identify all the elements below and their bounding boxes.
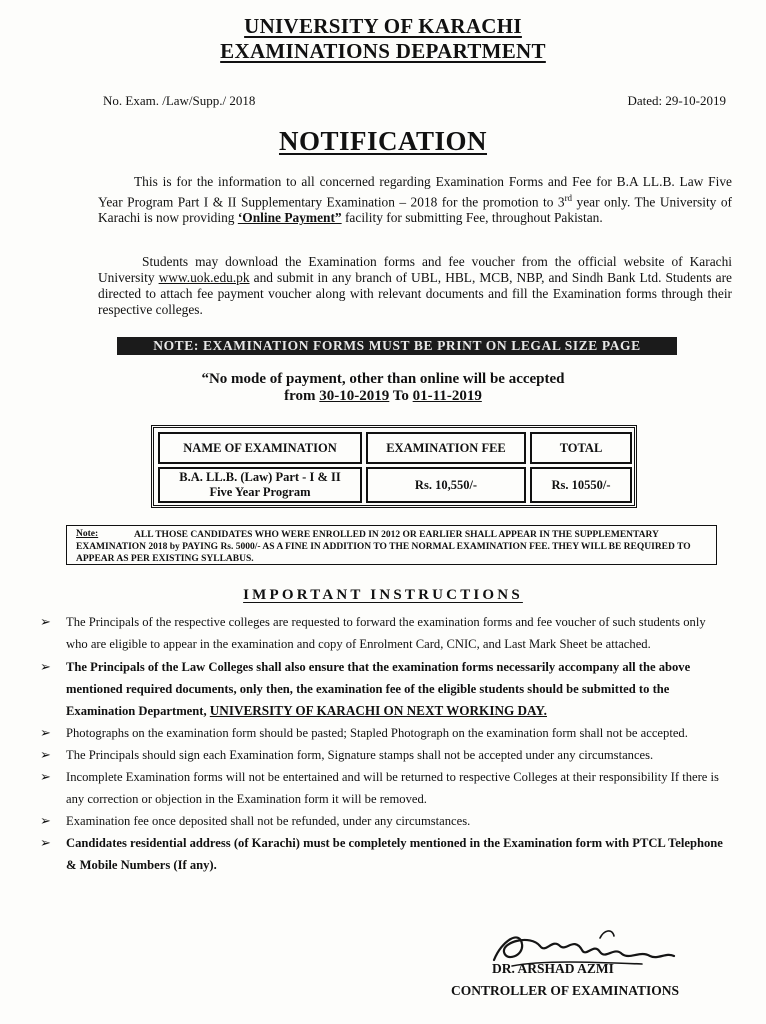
paragraph-download: Students may download the Examination forms and fee voucher from the official website of Karachi University www.uok.edu.pk and submit in any branch of UBL, HBL, MCB, NBP, and Sindh Bank Ltd. Students are directed to attach fee payment voucher along with relevant documents and fill the Examination forms through their respective colleges. <box>98 254 732 317</box>
arrow-bullet-icon: ➢ <box>40 747 51 762</box>
arrow-bullet-icon: ➢ <box>40 769 51 784</box>
university-title: UNIVERSITY OF KARACHI <box>244 14 522 38</box>
fee-table-cell-total: Rs. 10550/- <box>530 467 632 503</box>
fee-table-cell-name: B.A. LL.B. (Law) Part - I & II Five Year Program <box>158 467 362 503</box>
enrolment-note-box <box>66 525 717 565</box>
arrow-bullet-icon: ➢ <box>40 659 51 674</box>
instruction-item: ➢ Incomplete Examination forms will not be entertained and will be returned to respective Colleges at their responsibility If there is any correction or objection in the Examination form it will be removed. <box>40 766 730 810</box>
fee-table-header-total: TOTAL <box>530 432 632 464</box>
reference-number: No. Exam. /Law/Supp./ 2018 <box>103 93 256 108</box>
arrow-bullet-icon: ➢ <box>40 725 51 740</box>
website-link[interactable]: www.uok.edu.pk <box>158 270 250 285</box>
instruction-item: ➢ Photographs on the examination form should be pasted; Stapled Photograph on the examination form shall not be accepted. <box>40 722 730 744</box>
instructions-heading: IMPORTANT INSTRUCTIONS <box>243 587 523 603</box>
instruction-item: ➢ The Principals should sign each Examination form, Signature stamps shall not be accepted under any circumstances. <box>40 744 730 766</box>
note-label: Note: <box>76 529 99 539</box>
fee-table-cell-fee: Rs. 10,550/- <box>366 467 526 503</box>
instruction-item: ➢ The Principals of the Law Colleges shall also ensure that the examination forms necessarily accompany all the above mentioned required documents, only then, the examination fee of the eligible students should be submitted to the Examination Department, UNIVERSITY OF KARACHI ON NEXT WORKING DAY. <box>40 656 730 722</box>
instruction-item: ➢ The Principals of the respective colleges are requested to forward the examination forms and fee voucher of such students only who are eligible to appear in the examination and copy of Enrolment Card, CNIC, and Last Mark Sheet be attached. <box>40 611 730 655</box>
note-banner: NOTE: EXAMINATION FORMS MUST BE PRINT ON LEGAL SIZE PAGE <box>117 337 677 355</box>
fee-table-header-fee: EXAMINATION FEE <box>366 432 526 464</box>
date-line: Dated: 29-10-2019 <box>627 93 726 108</box>
payment-end-date: 01-11-2019 <box>412 388 482 404</box>
notification-title: NOTIFICATION <box>278 126 488 156</box>
fee-table <box>151 425 637 508</box>
payment-start-date: 30-10-2019 <box>319 388 390 404</box>
payment-notice: “No mode of payment, other than online will be accepted <box>201 371 565 387</box>
note-text: ALL THOSE CANDIDATES WHO WERE ENROLLED IN 2012 OR EARLIER SHALL APPEAR IN THE SUPPLEMENTARY EXAMINATION 2018 by PAYING Rs. 5000/- AS A FINE IN ADDITION TO THE NORMAL EXAMINATION FEE. THEY WILL BE REQUIRED TO APPEAR AS PER EXISTING SYLLABUS. <box>76 530 691 564</box>
arrow-bullet-icon: ➢ <box>40 813 51 828</box>
instruction-item: ➢ Candidates residential address (of Karachi) must be completely mentioned in the Examination form with PTCL Telephone & Mobile Numbers (If any). <box>40 832 730 876</box>
instruction-item: ➢ Examination fee once deposited shall not be refunded, under any circumstances. <box>40 810 730 832</box>
department-title: EXAMINATIONS DEPARTMENT <box>220 39 546 63</box>
paragraph-exam-forms: This is for the information to all concerned regarding Examination Forms and Fee for B.A LL.B. Law Five Year Program Part I & II Supplementary Examination – 2018 for the promotion to 3rd year only. The University of Karachi is now providing ‘Online Payment” facility for submitting Fee, throughout Pakistan. <box>98 174 732 226</box>
online-payment-highlight: ‘Online Payment” <box>237 210 342 226</box>
signatory-name: DR. ARSHAD AZMI <box>492 961 614 976</box>
arrow-bullet-icon: ➢ <box>40 614 51 629</box>
arrow-bullet-icon: ➢ <box>40 835 51 850</box>
signatory-title: CONTROLLER OF EXAMINATIONS <box>451 983 680 998</box>
fee-table-header-name: NAME OF EXAMINATION <box>158 432 362 464</box>
payment-dates: from 30-10-2019 To 01-11-2019 <box>284 388 482 404</box>
